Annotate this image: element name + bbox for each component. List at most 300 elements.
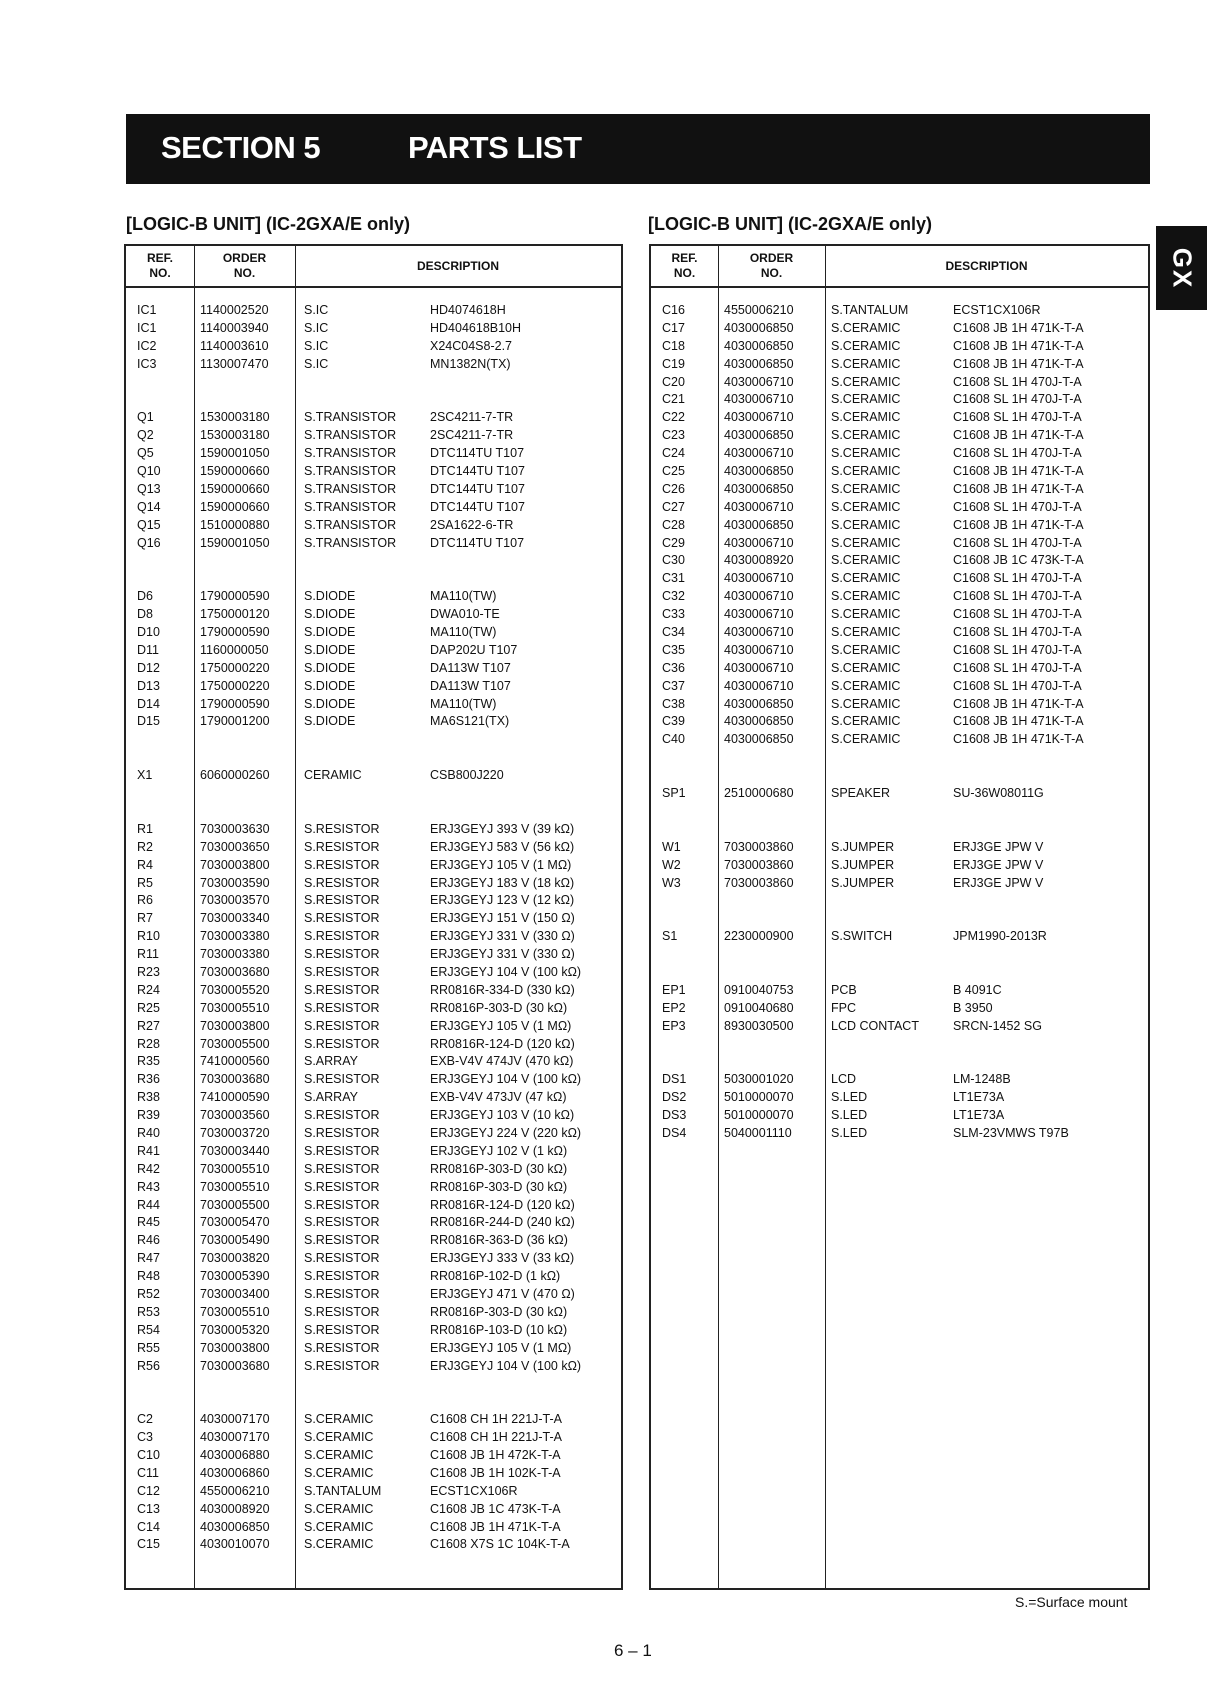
part-type: S.RESISTOR [304, 839, 380, 854]
table-row [651, 713, 1148, 731]
header-ref-line2: NO. [149, 266, 171, 280]
part-type: S.RESISTOR [304, 1161, 380, 1176]
order-no: 2510000680 [724, 786, 794, 801]
part-type: S.CERAMIC [831, 607, 901, 622]
part-number: C1608 SL 1H 470J-T-A [953, 607, 1082, 622]
ref-no: C21 [662, 392, 685, 407]
header-order-line1: ORDER [222, 251, 267, 265]
part-number: ERJ3GE JPW V [953, 857, 1044, 872]
part-number: ERJ3GEYJ 103 V (10 kΩ) [430, 1108, 575, 1123]
table-row [651, 463, 1148, 481]
table-row [651, 1089, 1148, 1107]
table-row [651, 839, 1148, 857]
order-no: 1590001050 [200, 535, 270, 550]
part-type: S.RESISTOR [304, 1018, 380, 1033]
ref-no: R10 [137, 929, 160, 944]
part-type: S.RESISTOR [304, 1125, 380, 1140]
part-number: ECST1CX106R [430, 1483, 518, 1498]
part-type: S.RESISTOR [304, 1000, 380, 1015]
part-type: S.TANTALUM [304, 1483, 382, 1498]
part-number: RR0816P-102-D (1 kΩ) [430, 1269, 561, 1284]
ref-no: D10 [137, 625, 160, 640]
table-row [126, 1411, 621, 1429]
order-no: 7030003800 [200, 857, 270, 872]
table-row [651, 356, 1148, 374]
footnote: S.=Surface mount [1015, 1594, 1128, 1610]
ref-no: C14 [137, 1519, 160, 1534]
ref-no: C15 [137, 1537, 160, 1552]
header-order-line2: NO. [760, 266, 783, 280]
table-row [651, 857, 1148, 875]
part-type: SPEAKER [831, 786, 891, 801]
ref-no: C10 [137, 1448, 160, 1462]
order-no: 1130007470 [200, 356, 269, 371]
order-no: 4030006860 [200, 1465, 270, 1480]
ref-no: Q16 [137, 535, 161, 550]
ref-no: S1 [662, 929, 678, 944]
ref-no: DS1 [662, 1072, 687, 1087]
header-ref-no [651, 246, 718, 286]
part-number: ERJ3GEYJ 224 V (220 kΩ) [430, 1125, 582, 1140]
order-no: 4030006850 [724, 481, 794, 496]
part-type: S.RESISTOR [304, 929, 380, 944]
header-order-line1: ORDER [749, 251, 794, 265]
order-no: 7030003680 [200, 964, 270, 979]
ref-no: R1 [137, 821, 153, 836]
part-number: DTC144TU T107 [430, 481, 525, 496]
table-row [126, 660, 621, 678]
part-type: S.RESISTOR [304, 875, 380, 890]
part-number: MN1382N(TX) [430, 356, 511, 371]
table-row [126, 588, 621, 606]
part-number: ERJ3GEYJ 105 V (1 MΩ) [430, 857, 572, 872]
part-number: LM-1248B [953, 1072, 1011, 1087]
table-row [651, 320, 1148, 338]
part-type: S.RESISTOR [304, 1322, 380, 1337]
ref-no: C28 [662, 517, 685, 532]
order-no: 7030003680 [200, 1072, 270, 1087]
order-no: 7030003440 [200, 1143, 270, 1158]
ref-no: R55 [137, 1340, 160, 1355]
order-no: 7030005520 [200, 982, 270, 997]
ref-no: D12 [137, 660, 160, 675]
order-no: 4030006710 [724, 678, 794, 693]
order-no: 4030006710 [724, 392, 794, 407]
part-type: S.JUMPER [831, 875, 895, 890]
part-number: C1608 SL 1H 470J-T-A [953, 571, 1082, 586]
table-row [651, 570, 1148, 588]
table-row [126, 1322, 621, 1340]
ref-no: Q14 [137, 499, 161, 514]
ref-no: C25 [662, 464, 685, 479]
order-no: 1510000880 [200, 517, 270, 532]
part-number: ERJ3GEYJ 151 V (150 Ω) [430, 911, 575, 926]
right-parts-table [649, 244, 1150, 1590]
order-no: 7030003630 [200, 821, 270, 836]
ref-no: C29 [662, 535, 685, 550]
order-no: 1790000590 [200, 625, 270, 640]
ref-no: Q2 [137, 428, 154, 443]
order-no: 4030006710 [724, 642, 794, 657]
part-number: DTC144TU T107 [430, 499, 525, 514]
ref-no: R45 [137, 1215, 160, 1230]
ref-no: R7 [137, 911, 153, 926]
table-row [126, 1125, 621, 1143]
header-ref-line1: REF. [671, 251, 698, 265]
table-row [126, 356, 621, 374]
spacer-row [126, 731, 621, 749]
part-type: S.RESISTOR [304, 982, 380, 997]
order-no: 1590001050 [200, 446, 270, 461]
part-number: RR0816R-334-D (330 kΩ) [430, 982, 575, 997]
order-no: 7030003340 [200, 911, 270, 926]
table-row [651, 624, 1148, 642]
table-row [126, 1268, 621, 1286]
spacer-row [126, 552, 621, 570]
spacer-row [651, 964, 1148, 982]
ref-no: R38 [137, 1090, 160, 1105]
ref-no: EP3 [662, 1018, 686, 1033]
ref-no: C18 [662, 338, 685, 353]
table-row [126, 624, 621, 642]
ref-no: C23 [662, 428, 685, 443]
part-number: C1608 SL 1H 470J-T-A [953, 392, 1082, 407]
ref-no: R6 [137, 893, 153, 908]
ref-no: R41 [137, 1143, 160, 1158]
ref-no: R54 [137, 1322, 160, 1337]
part-type: S.RESISTOR [304, 911, 380, 926]
ref-no: R23 [137, 964, 160, 979]
part-number: ERJ3GEYJ 471 V (470 Ω) [430, 1286, 575, 1301]
order-no: 7030005390 [200, 1269, 270, 1284]
spacer-row [126, 749, 621, 767]
ref-no: C22 [662, 410, 685, 425]
part-number: C1608 SL 1H 470J-T-A [953, 410, 1082, 425]
table-row [126, 1304, 621, 1322]
order-no: 4030006710 [724, 625, 794, 640]
part-type: S.CERAMIC [831, 696, 901, 711]
part-number: RR0816R-244-D (240 kΩ) [430, 1215, 575, 1230]
table-row [126, 1161, 621, 1179]
order-no: 4030006850 [724, 356, 794, 371]
part-type: S.ARRAY [304, 1090, 358, 1105]
part-number: EXB-V4V 473JV (47 kΩ) [430, 1090, 567, 1105]
part-type: S.IC [304, 356, 329, 371]
table-row [651, 928, 1148, 946]
table-row [126, 1107, 621, 1125]
order-no: 4030006850 [724, 714, 794, 729]
table-row [651, 1125, 1148, 1143]
table-row [126, 696, 621, 714]
ref-no: IC1 [137, 303, 157, 317]
order-no: 1590000660 [200, 499, 270, 514]
table-row [126, 606, 621, 624]
order-no: 4030006710 [724, 374, 794, 389]
ref-no: R53 [137, 1304, 160, 1319]
ref-no: Q10 [137, 464, 161, 479]
ref-no: C17 [662, 320, 685, 335]
order-no: 4030006710 [724, 499, 794, 514]
table-row [651, 678, 1148, 696]
order-no: 4030006710 [724, 446, 794, 461]
ref-no: C16 [662, 303, 685, 317]
part-type: S.JUMPER [831, 839, 895, 854]
part-number: X24C04S8-2.7 [430, 338, 513, 353]
order-no: 7410000560 [200, 1054, 270, 1069]
part-type: S.DIODE [304, 589, 356, 604]
part-type: S.IC [304, 338, 329, 353]
ref-no: R46 [137, 1233, 160, 1248]
part-type: S.CERAMIC [304, 1412, 374, 1427]
part-number: ECST1CX106R [953, 303, 1041, 317]
table-row [126, 535, 621, 553]
order-no: 7030005510 [200, 1161, 270, 1176]
table-row [126, 1197, 621, 1215]
ref-no: C38 [662, 696, 685, 711]
spacer-row [126, 570, 621, 588]
part-type: S.RESISTOR [304, 1197, 380, 1212]
order-no: 7030005510 [200, 1179, 270, 1194]
header-order-no [718, 246, 825, 286]
ref-no: EP2 [662, 1000, 686, 1015]
ref-no: D14 [137, 696, 160, 711]
part-type: S.RESISTOR [304, 1215, 380, 1230]
part-number: MA110(TW) [430, 589, 497, 604]
order-no: 8930030500 [724, 1018, 794, 1033]
table-row [126, 338, 621, 356]
part-type: S.CERAMIC [831, 535, 901, 550]
table-row [651, 1107, 1148, 1125]
part-type: S.TRANSISTOR [304, 410, 397, 425]
spacer-row [126, 803, 621, 821]
order-no: 7030003860 [724, 875, 794, 890]
part-number: MA110(TW) [430, 625, 497, 640]
part-type: S.DIODE [304, 625, 356, 640]
order-no: 4550006210 [724, 303, 794, 317]
table-row [651, 409, 1148, 427]
part-number: C1608 JB 1H 471K-T-A [430, 1519, 561, 1534]
spacer-row [651, 892, 1148, 910]
part-number: RR0816P-303-D (30 kΩ) [430, 1179, 568, 1194]
part-number: ERJ3GEYJ 183 V (18 kΩ) [430, 875, 575, 890]
right-section-title: [LOGIC-B UNIT] (IC-2GXA/E only) [648, 214, 932, 234]
order-no: 1590000660 [200, 464, 270, 479]
part-type: S.TRANSISTOR [304, 517, 397, 532]
order-no: 7030005470 [200, 1215, 270, 1230]
table-row [126, 1071, 621, 1089]
part-number: RR0816R-124-D (120 kΩ) [430, 1197, 575, 1212]
part-type: S.SWITCH [831, 929, 893, 944]
part-type: S.CERAMIC [831, 678, 901, 693]
table-row [126, 839, 621, 857]
part-number: 2SC4211-7-TR [430, 428, 514, 443]
part-type: S.TRANSISTOR [304, 499, 397, 514]
part-number: ERJ3GEYJ 104 V (100 kΩ) [430, 1358, 582, 1373]
table-row [651, 1071, 1148, 1089]
part-number: C1608 SL 1H 470J-T-A [953, 374, 1082, 389]
table-row [126, 409, 621, 427]
order-no: 7030005500 [200, 1197, 270, 1212]
part-type: S.LED [831, 1108, 868, 1123]
part-type: S.RESISTOR [304, 1233, 380, 1248]
order-no: 5030001020 [724, 1072, 794, 1087]
order-no: 7030003590 [200, 875, 270, 890]
part-number: C1608 SL 1H 470J-T-A [953, 535, 1082, 550]
part-number: RR0816P-303-D (30 kΩ) [430, 1304, 568, 1319]
part-number: SU-36W08011G [953, 786, 1044, 801]
part-number: DAP202U T107 [430, 642, 518, 657]
table-row [651, 481, 1148, 499]
ref-no: R2 [137, 839, 153, 854]
order-no: 1140002520 [200, 303, 269, 317]
part-number: DTC144TU T107 [430, 464, 525, 479]
table-row [651, 499, 1148, 517]
ref-no: EP1 [662, 982, 686, 997]
part-type: S.IC [304, 303, 329, 317]
order-no: 4030006710 [724, 410, 794, 425]
table-row [651, 1000, 1148, 1018]
part-type: S.DIODE [304, 660, 356, 675]
ref-no: C33 [662, 607, 685, 622]
part-type: S.CERAMIC [304, 1430, 374, 1445]
left-parts-table [124, 244, 623, 1590]
part-number: RR0816R-124-D (120 kΩ) [430, 1036, 575, 1051]
part-type: S.DIODE [304, 714, 356, 729]
part-number: LT1E73A [953, 1090, 1005, 1105]
part-type: S.CERAMIC [831, 320, 901, 335]
ref-no: R52 [137, 1286, 160, 1301]
ref-no: W1 [662, 839, 681, 854]
part-type: S.CERAMIC [831, 571, 901, 586]
part-number: ERJ3GEYJ 123 V (12 kΩ) [430, 893, 575, 908]
spacer-row [651, 1036, 1148, 1054]
part-type: S.RESISTOR [304, 1340, 380, 1355]
order-no: 7030003560 [200, 1108, 270, 1123]
part-number: DTC114TU T107 [430, 535, 525, 550]
order-no: 4030010070 [200, 1537, 270, 1552]
part-number: C1608 JB 1H 471K-T-A [953, 714, 1084, 729]
table-row [126, 767, 621, 785]
part-number: B 3950 [953, 1000, 993, 1015]
ref-no: C19 [662, 356, 685, 371]
part-type: S.CERAMIC [831, 499, 901, 514]
table-row [651, 642, 1148, 660]
order-no: 1590000660 [200, 481, 270, 496]
ref-no: R47 [137, 1251, 160, 1266]
ref-no: D11 [137, 642, 160, 657]
part-number: RR0816R-363-D (36 kΩ) [430, 1233, 568, 1248]
spacer-row [651, 1053, 1148, 1071]
part-type: S.CERAMIC [831, 642, 901, 657]
table-row [126, 1447, 621, 1465]
order-no: 1160000050 [200, 642, 269, 657]
part-type: S.IC [304, 320, 329, 335]
ref-no: R28 [137, 1036, 160, 1051]
header-description [825, 246, 1148, 286]
table-row [126, 302, 621, 320]
spacer-row [651, 821, 1148, 839]
table-row [126, 1340, 621, 1358]
part-type: S.RESISTOR [304, 1269, 380, 1284]
table-row [126, 910, 621, 928]
ref-no: R48 [137, 1269, 160, 1284]
order-no: 5010000070 [724, 1090, 794, 1105]
spacer-row [126, 785, 621, 803]
table-row [126, 1286, 621, 1304]
spacer-row [126, 1375, 621, 1393]
part-type: S.JUMPER [831, 857, 895, 872]
ref-no: C37 [662, 678, 685, 693]
ref-no: C27 [662, 499, 685, 514]
table-row [126, 517, 621, 535]
table-row [126, 1501, 621, 1519]
part-number: C1608 JB 1H 471K-T-A [953, 481, 1084, 496]
part-type: S.CERAMIC [831, 356, 901, 371]
part-number: CSB800J220 [430, 768, 504, 783]
part-number: ERJ3GEYJ 104 V (100 kΩ) [430, 1072, 582, 1087]
part-type: CERAMIC [304, 768, 362, 783]
table-row [126, 857, 621, 875]
ref-no: IC1 [137, 320, 157, 335]
left-rows [126, 302, 621, 1554]
order-no: 4550006210 [200, 1483, 270, 1498]
ref-no: R44 [137, 1197, 160, 1212]
part-number: C1608 X7S 1C 104K-T-A [430, 1537, 570, 1552]
table-row [651, 302, 1148, 320]
part-type: LCD CONTACT [831, 1018, 919, 1033]
table-row [126, 1232, 621, 1250]
table-row [651, 785, 1148, 803]
ref-no: R39 [137, 1108, 160, 1123]
table-row [651, 552, 1148, 570]
table-row [126, 1429, 621, 1447]
ref-no: SP1 [662, 786, 686, 801]
ref-no: R42 [137, 1161, 160, 1176]
order-no: 7030003400 [200, 1286, 270, 1301]
part-type: FPC [831, 1000, 856, 1015]
ref-no: X1 [137, 768, 153, 783]
table-row [126, 1214, 621, 1232]
order-no: 1530003180 [200, 410, 270, 425]
table-row [126, 964, 621, 982]
spacer-row [651, 946, 1148, 964]
order-no: 7030005320 [200, 1322, 270, 1337]
part-type: S.CERAMIC [304, 1537, 374, 1552]
table-row [651, 875, 1148, 893]
order-no: 0910040680 [724, 1000, 794, 1015]
part-number: RR0816P-303-D (30 kΩ) [430, 1161, 568, 1176]
order-no: 4030006710 [724, 571, 794, 586]
part-number: C1608 CH 1H 221J-T-A [430, 1412, 563, 1427]
table-row [126, 481, 621, 499]
ref-no: IC2 [137, 338, 157, 353]
part-number: C1608 JB 1H 102K-T-A [430, 1465, 561, 1480]
part-number: C1608 JB 1H 471K-T-A [953, 320, 1084, 335]
spacer-row [651, 749, 1148, 767]
part-number: JPM1990-2013R [953, 929, 1047, 944]
ref-no: R40 [137, 1125, 160, 1140]
order-no: 4030007170 [200, 1430, 270, 1445]
order-no: 4030006710 [724, 660, 794, 675]
table-row [651, 696, 1148, 714]
part-type: S.LED [831, 1090, 868, 1105]
table-row [651, 338, 1148, 356]
part-number: C1608 JB 1C 473K-T-A [953, 553, 1084, 568]
part-number: 2SC4211-7-TR [430, 410, 514, 425]
part-type: S.CERAMIC [831, 410, 901, 425]
part-type: S.CERAMIC [831, 428, 901, 443]
table-row [126, 892, 621, 910]
